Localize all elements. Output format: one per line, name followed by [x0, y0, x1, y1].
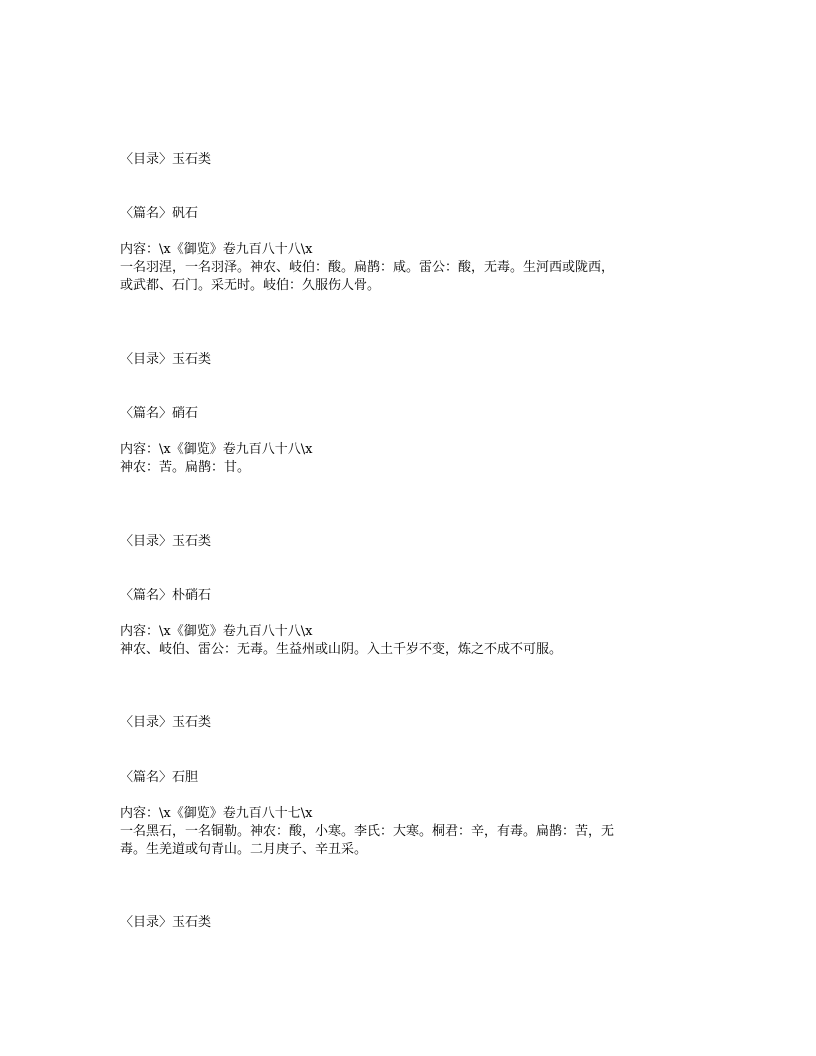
entry-text: 神农：苦。扁鹊：甘。	[120, 460, 251, 475]
entry-text: 神农、岐伯、雷公：无毒。生益州或山阴。入土千岁不变，炼之不成不可服。	[120, 642, 563, 657]
entry-text: 一名黑石，一名铜勒。神农：酸，小寒。李氏：大寒。桐君：辛，有毒。扁鹊：苦，无	[120, 824, 615, 839]
entry-title: 〈篇名〉矾石	[120, 206, 199, 221]
entry-title: 〈篇名〉朴硝石	[120, 588, 212, 603]
catalog-heading: 〈目录〉玉石类	[120, 152, 212, 167]
entry-source: 内容：\x《御览》卷九百八十八\x	[120, 442, 313, 457]
entry-source: 内容：\x《御览》卷九百八十七\x	[120, 806, 313, 821]
catalog-heading: 〈目录〉玉石类	[120, 915, 212, 930]
catalog-heading: 〈目录〉玉石类	[120, 715, 212, 730]
entry-title: 〈篇名〉硝石	[120, 406, 199, 421]
entry-text: 毒。生羌道或句青山。二月庚子、辛丑采。	[120, 842, 368, 857]
catalog-heading: 〈目录〉玉石类	[120, 352, 212, 367]
entry-source: 内容：\x《御览》卷九百八十八\x	[120, 624, 313, 639]
entry-text: 一名羽涅，一名羽泽。神农、岐伯：酸。扁鹊：咸。雷公：酸，无毒。生河西或陇西，	[120, 260, 615, 275]
entry-title: 〈篇名〉石胆	[120, 770, 199, 785]
entry-text: 或武都、石门。采无时。岐伯：久服伤人骨。	[120, 278, 381, 293]
catalog-heading: 〈目录〉玉石类	[120, 534, 212, 549]
entry-source: 内容：\x《御览》卷九百八十八\x	[120, 242, 313, 257]
